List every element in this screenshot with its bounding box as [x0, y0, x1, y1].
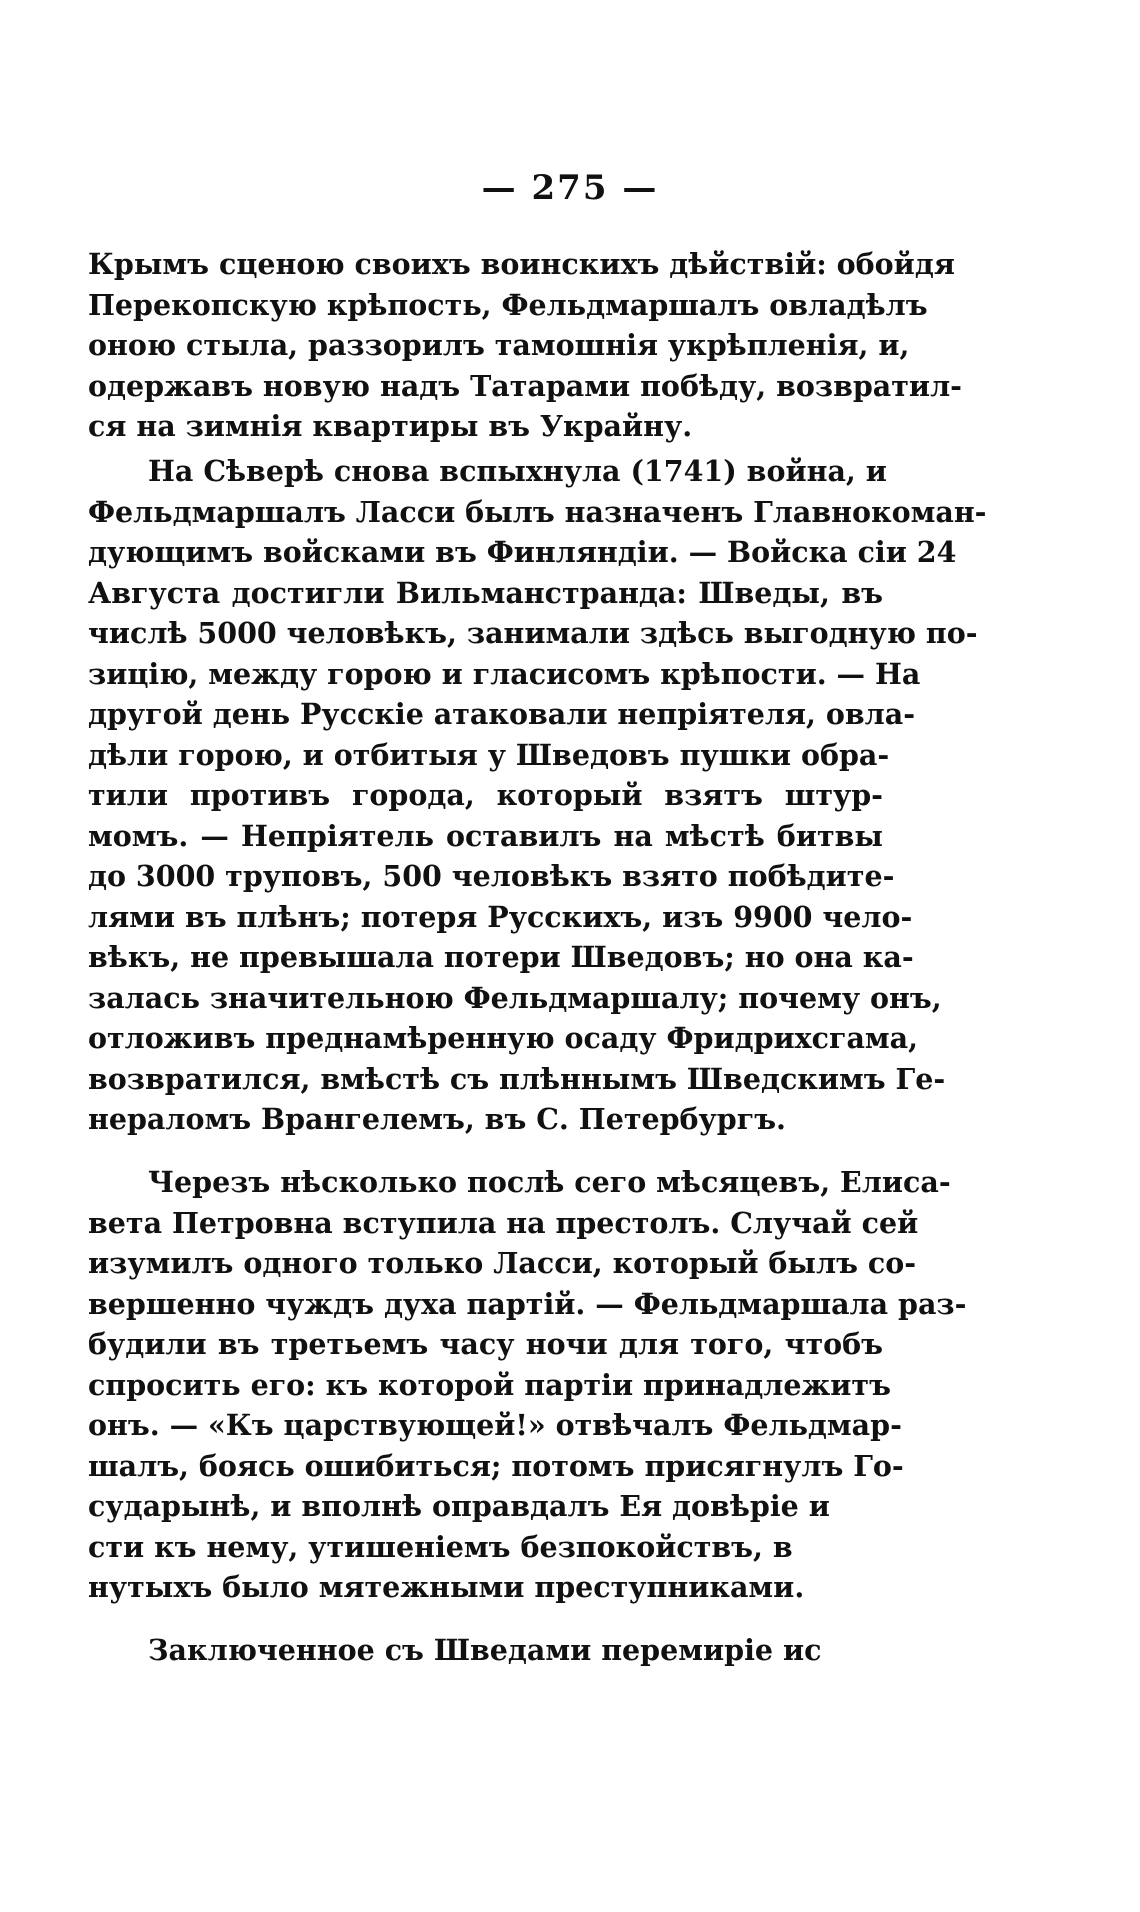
text-line: будили въ третьемъ часу ночи для того, чтобъ	[88, 1327, 883, 1361]
text-line: сти къ нему, утишеніемъ безпокойствъ, в	[88, 1529, 793, 1564]
text-line: лями въ плѣнъ; потеря Русскихъ, изъ 9900 чело-	[88, 899, 913, 934]
text-line: Черезъ нѣсколько послѣ сего мѣсяцевъ, Елиса-	[148, 1165, 951, 1199]
text-line: залась значительною Фельдмаршалу; почему онъ,	[88, 980, 942, 1015]
text-line: дующимъ войсками въ Финляндіи. — Войска сіи 24	[88, 535, 957, 569]
text-line: возвратился, вмѣстѣ съ плѣннымъ Шведскимъ Ге-	[88, 1061, 946, 1096]
text-line: шалъ, боясь ошибиться; потомъ присягнулъ Го-	[88, 1448, 904, 1483]
page-number: — 275 —	[481, 168, 659, 208]
text-line: нераломъ Врангелемъ, въ С. Петербургъ.	[88, 1102, 786, 1136]
text-line: ся на зимнія квартиры въ Украйну.	[88, 409, 693, 443]
text-line: до 3000 труповъ, 500 человѣкъ взято побѣдите-	[88, 859, 895, 893]
text-line: тили противъ города, который взятъ штур-	[88, 778, 883, 812]
text-line: вета Петровна вступила на престолъ. Случай сей	[88, 1205, 919, 1240]
text-line: одержавъ новую надъ Татарами побѣду, возвратил-	[88, 368, 962, 403]
text-line: Августа достигли Вильманстранда: Шведы, въ	[88, 575, 883, 610]
text-line: отложивъ преднамѣренную осаду Фридрихсгама,	[88, 1021, 919, 1055]
text-line: оною стыла, раззорилъ тамошнія укрѣпленія, и,	[88, 328, 910, 362]
text-line: вѣкъ, не превышала потери Шведовъ; но она ка-	[88, 940, 914, 974]
text-line: спросить его: къ которой партіи принадлежитъ	[88, 1367, 891, 1402]
paragraph-2	[88, 451, 987, 1140]
text-line: момъ. — Непріятель оставилъ на мѣстѣ битвы	[88, 818, 883, 853]
text-line: Перекопскую крѣпость, Фельдмаршалъ овладѣлъ	[88, 287, 928, 322]
paragraph-4	[88, 1630, 822, 1671]
text-line: Крымъ сценою своихъ воинскихъ дѣйствій: обойдя	[88, 247, 955, 281]
text-line: дѣли горою, и отбитыя у Шведовъ пушки обра-	[88, 737, 890, 772]
text-line: вершенно чуждъ духа партій. — Фельдмаршала раз-	[88, 1286, 967, 1321]
text-line: изумилъ одного только Ласси, который былъ со-	[88, 1246, 917, 1280]
text-line: другой день Русскіе атаковали непріятеля, овла-	[88, 697, 916, 731]
text-line: Заключенное съ Шведами перемиріе ис	[148, 1633, 822, 1667]
text-line: числѣ 5000 человѣкъ, занимали здѣсь выгодную по-	[88, 616, 978, 650]
paragraph-3	[88, 1162, 967, 1608]
text-line: зицію, между горою и гласисомъ крѣпости. — На	[88, 656, 921, 691]
text-line: онъ. — «Къ царствующей!» отвѣчалъ Фельдмар-	[88, 1408, 902, 1442]
text-line: нутыхъ было мятежными преступниками.	[88, 1570, 805, 1604]
text-line: На Сѣверѣ снова вспыхнула (1741) война, и	[148, 454, 887, 488]
text-line: Фельдмаршалъ Ласси былъ назначенъ Главнокоман-	[88, 494, 987, 529]
paragraph-1	[88, 244, 962, 447]
text-line: сударынѣ, и вполнѣ оправдалъ Ея довѣріе и	[88, 1489, 830, 1523]
